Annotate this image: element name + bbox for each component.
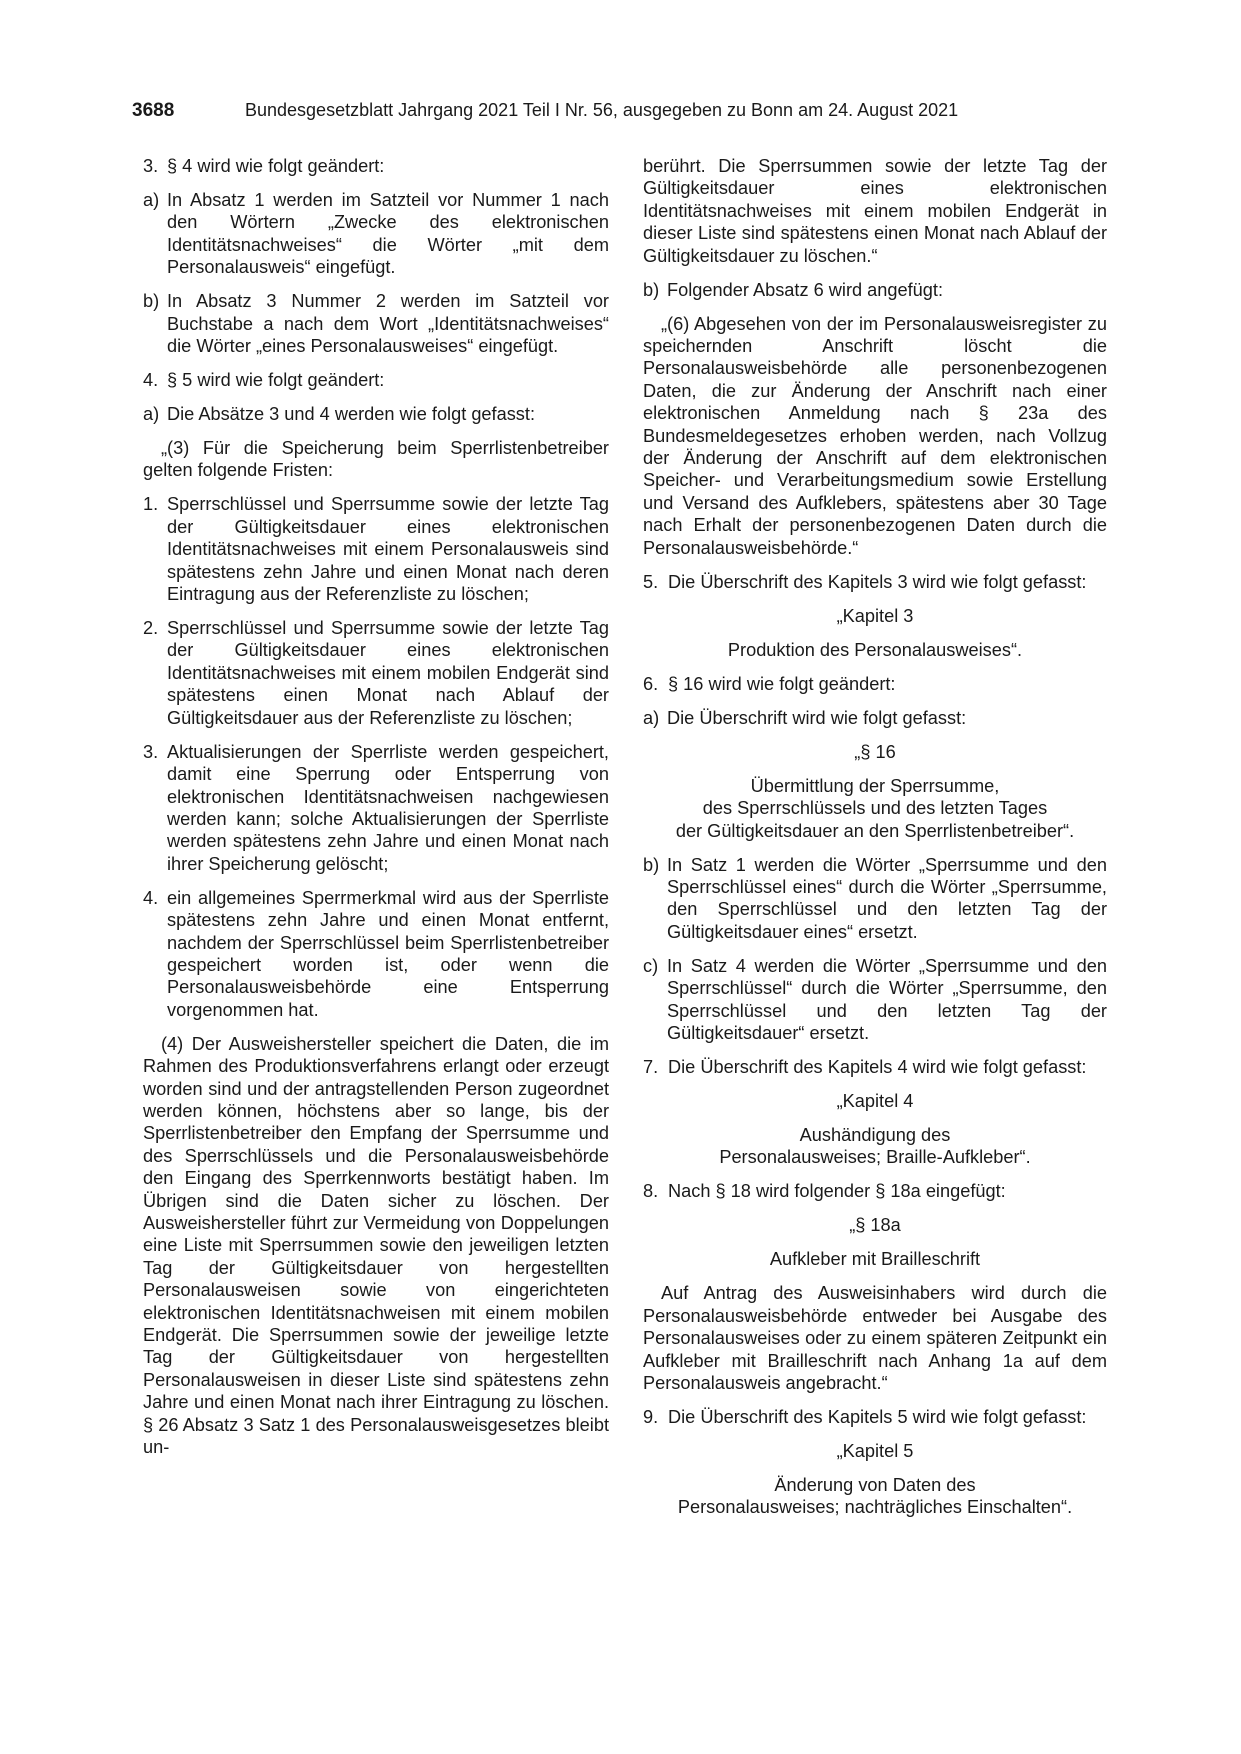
list-item <box>143 403 609 425</box>
list-item <box>643 1406 1107 1428</box>
list-item <box>643 673 1107 695</box>
item-number: 4. <box>143 887 159 908</box>
item-text: In Satz 1 werden die Wörter „Sperrsumme und den Sperrschlüssel eines“ durch die Wörter „Sperrsumme, den Sperrschlüssel und den letzten Tag der Gültigkeitsdauer eines“ ersetzt. <box>667 854 1107 942</box>
list-item <box>143 155 609 177</box>
item-label: a) <box>143 404 160 425</box>
item-number: 2. <box>143 618 159 639</box>
heading-line: Aushändigung des <box>799 1124 951 1145</box>
item-text: Die Überschrift wird wie folgt gefasst: <box>667 707 967 728</box>
item-text: Die Überschrift des Kapitels 4 wird wie folgt gefasst: <box>668 1056 1087 1077</box>
item-text: § 5 wird wie folgt geändert: <box>167 370 385 391</box>
right-column <box>643 155 1107 1519</box>
item-number: 3. <box>143 741 159 762</box>
list-item <box>643 279 1107 301</box>
item-label: b) <box>643 854 660 875</box>
heading-line: Personalausweises; nachträgliches Einschalten“. <box>677 1497 1073 1518</box>
item-text: In Absatz 3 Nummer 2 werden im Satzteil vor Buchstabe a nach dem Wort „Identitätsnachweises“ die Wörter „eines Personalausweises“ eingefügt. <box>167 291 609 357</box>
list-item <box>643 955 1107 1045</box>
heading-line: Übermittlung der Sperrsumme, <box>750 775 1000 796</box>
heading-line: des Sperrschlüssels und des letzten Tages <box>702 798 1048 819</box>
page-number: 3688 <box>132 100 175 121</box>
heading-line: „Kapitel 4 <box>836 1090 914 1111</box>
item-label: b) <box>143 291 160 312</box>
item-text: In Satz 4 werden die Wörter „Sperrsumme und den Sperrschlüssel“ durch die Wörter „Sperrsumme, den Sperrschlüssel und den letzten Tag der Gültigkeitsdauer“ ersetzt. <box>667 955 1107 1043</box>
item-label: b) <box>643 279 660 300</box>
list-item <box>143 617 609 729</box>
item-number: 4. <box>143 370 159 391</box>
item-number: 8. <box>643 1181 659 1202</box>
item-text: Die Überschrift des Kapitels 5 wird wie folgt gefasst: <box>668 1406 1087 1427</box>
header-title: Bundesgesetzblatt Jahrgang 2021 Teil I Nr. 56, ausgegeben zu Bonn am 24. August 2021 <box>245 100 959 120</box>
item-text: § 4 wird wie folgt geändert: <box>167 156 385 176</box>
item-number: 5. <box>643 571 659 592</box>
heading-line: Aufkleber mit Brailleschrift <box>769 1249 981 1270</box>
heading-line: der Gültigkeitsdauer an den Sperrlistenbetreiber“. <box>675 820 1075 841</box>
item-text: ein allgemeines Sperrmerkmal wird aus der Sperrliste spätestens zehn Jahre und einen Monat entfernt, nachdem der Sperrschlüssel beim Sperrlistenbetreiber gespeichert worden ist, oder wenn die Personalausweisbehörde eine Entsperrung vorgenommen hat. <box>167 887 609 1020</box>
item-text: § 16 wird wie folgt geändert: <box>668 673 896 694</box>
heading-line: „§ 16 <box>854 741 896 762</box>
heading-line: Produktion des Personalausweises“. <box>727 639 1023 660</box>
item-label: c) <box>643 955 659 976</box>
heading-line: „§ 18a <box>849 1215 901 1236</box>
item-text: Folgender Absatz 6 wird angefügt: <box>667 279 944 300</box>
list-item <box>643 1180 1107 1202</box>
heading-line: „Kapitel 3 <box>836 605 914 626</box>
continued-paragraph: berührt. Die Sperrsummen sowie der letzte Tag der Gültigkeitsdauer eines elektronischen Identitätsnachweises mit einem mobilen Endgerät in dieser Liste sind spätestens einen Monat nach Ablauf der Gültigkeitsdauer zu löschen.“ <box>643 156 1107 266</box>
item-number: 6. <box>643 673 659 694</box>
left-column <box>143 155 609 1458</box>
paragraph-4: (4) Der Ausweishersteller speichert die Daten, die im Rahmen des Produktionsverfahrens erlangt oder erzeugt worden sind und der antragstellenden Person zugeordnet werden können, höchstens aber so lange, bis der Sperrlistenbetreiber den Empfang der Sperrsumme und des Sperrschlüssels und die Personalausweisbehörde den Eingang des Sperrkennworts bestätigt haben. Im Übrigen sind die Daten sicher zu löschen. Der Ausweishersteller führt zur Vermeidung von Doppelungen eine Liste mit Sperrsummen sowie den jeweiligen letzten Tag der Gültigkeitsdauer von hergestellten Personalausweisen sowie von eingerichteten elektronischen Identitätsnachweisen mit einem mobilen Endgerät. Die Sperrsummen sowie der jeweilige letzte Tag der Gültigkeitsdauer von hergestellten Personalausweisen in dieser Liste sind spätestens zehn Jahre und einen Monat nach ihrer Eintragung zu löschen. § 26 Absatz 3 Satz 1 des Personalausweisgesetzes bleibt un- <box>143 1033 609 1458</box>
item-text: Die Absätze 3 und 4 werden wie folgt gefasst: <box>167 404 536 425</box>
page-header <box>132 100 1122 130</box>
item-number: 9. <box>643 1406 659 1427</box>
item-text: Die Überschrift des Kapitels 3 wird wie folgt gefasst: <box>668 571 1087 592</box>
list-item <box>143 290 609 357</box>
item-number: 3. <box>143 156 159 176</box>
item-text: In Absatz 1 werden im Satzteil vor Nummer 1 nach den Wörtern „Zwecke des elektronischen Identitätsnachweises“ die Wörter „mit dem Personalausweis“ eingefügt. <box>167 190 609 278</box>
paragraph-6: „(6) Abgesehen von der im Personalausweisregister zu speichernden Anschrift löscht die Personalausweisbehörde alle personenbezogenen Daten, die zur Änderung der Anschrift nach einer elektronischen Anmeldung nach § 23a des Bundesmeldegesetzes erhoben werden, nach Vollzug der Änderung der Anschrift auf dem elektronischen Speicher- und Verarbeitungsmedium sowie Erstellung und Versand des Aufklebers, spätestens aber 30 Tage nach Erhalt der personenbezogenen Daten durch die Personalausweisbehörde.“ <box>643 313 1107 558</box>
item-number: 7. <box>643 1056 659 1077</box>
item-text: Nach § 18 wird folgender § 18a eingefügt: <box>668 1181 1006 1202</box>
heading-line: Personalausweises; Braille-Aufkleber“. <box>719 1147 1031 1168</box>
quote-intro: „(3) Für die Speicherung beim Sperrlistenbetreiber gelten folgende Fristen: <box>143 438 609 481</box>
item-label: a) <box>143 190 160 210</box>
item-number: 1. <box>143 494 159 515</box>
item-text: Sperrschlüssel und Sperrsumme sowie der letzte Tag der Gültigkeitsdauer eines elektronischen Identitätsnachweises mit einem Personalausweis sind spätestens zehn Jahre und einen Monat nach deren Eintragung aus der Referenzliste zu löschen; <box>167 494 609 605</box>
list-item <box>643 707 1107 729</box>
heading-line: „Kapitel 5 <box>836 1440 914 1461</box>
list-item <box>143 369 609 391</box>
paragraph-18a: Auf Antrag des Ausweisinhabers wird durch die Personalausweisbehörde entweder bei Ausgabe des Personalausweises oder zu einem späteren Zeitpunkt ein Aufkleber mit Brailleschrift nach Anhang 1a auf dem Personalausweis angebracht.“ <box>643 1283 1107 1393</box>
list-item <box>143 741 609 875</box>
item-text: Aktualisierungen der Sperrliste werden gespeichert, damit eine Sperrung oder Entsperrung von elektronischen Identitätsnachweisen nachgewiesen werden kann; solche Aktualisierungen der Sperrliste werden spätestens zehn Jahre und einen Monat nach ihrer Speicherung gelöscht; <box>167 741 609 874</box>
list-item <box>643 1056 1107 1078</box>
heading-line: Änderung von Daten des <box>774 1474 976 1495</box>
list-item <box>143 189 609 279</box>
item-label: a) <box>643 707 660 728</box>
list-item <box>643 571 1107 593</box>
item-text: Sperrschlüssel und Sperrsumme sowie der letzte Tag der Gültigkeitsdauer eines elektronischen Identitätsnachweises mit einem mobilen Endgerät sind spätestens einen Monat nach Ablauf der Gültigkeitsdauer aus der Referenzliste zu löschen; <box>167 618 609 728</box>
list-item <box>143 887 609 1021</box>
list-item <box>643 854 1107 944</box>
list-item <box>143 493 609 605</box>
